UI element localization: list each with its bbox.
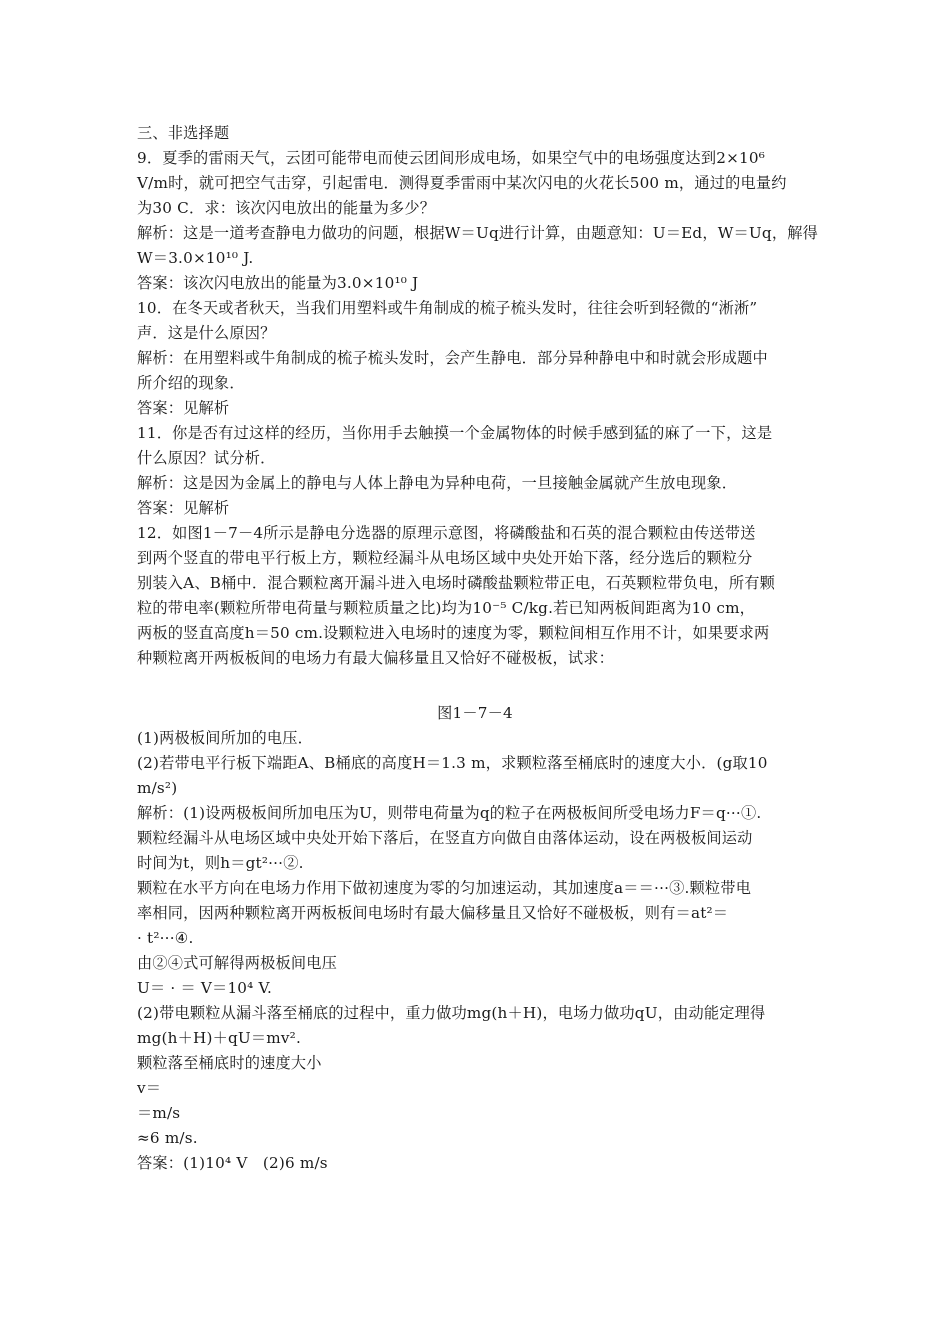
text-line: 颗粒在水平方向在电场力作用下做初速度为零的匀加速运动，其加速度a＝＝···③.颗粒带电 [137,879,752,897]
text-line: 粒的带电率(颗粒所带电荷量与颗粒质量之比)均为10⁻⁵ C/kg.若已知两板间距离为10 cm， [137,599,756,617]
text-line: 颗粒落至桶底时的速度大小 [137,1054,322,1072]
text-line: 12．如图1－7－4所示是静电分选器的原理示意图，将磷酸盐和石英的混合颗粒由传送带送 [137,524,756,542]
text-line: 到两个竖直的带电平行板上方，颗粒经漏斗从电场区域中央处开始下落，经分选后的颗粒分 [137,549,753,567]
text-line: 所介绍的现象． [137,374,245,392]
text-line: 为30 C．求：该次闪电放出的能量为多少？ [137,199,436,217]
text-line: 解析：这是一道考查静电力做功的问题，根据W＝Uq进行计算，由题意知：U＝Ed，W＝Uq，解得 [137,224,819,242]
text-line: (1)两极板间所加的电压． [137,729,313,747]
text-line: 由②④式可解得两极板间电压 [137,954,338,972]
text-line: 别装入A、B桶中．混合颗粒离开漏斗进入电场时磷酸盐颗粒带正电，石英颗粒带负电，所有颗 [137,574,776,592]
text-line: 解析：这是因为金属上的静电与人体上静电为异种电荷，一旦接触金属就产生放电现象． [137,474,738,492]
text-line: ≈6 m/s. [137,1129,198,1147]
text-line: 9．夏季的雷雨天气，云团可能带电而使云团间形成电场，如果空气中的电场强度达到2×10⁶ [137,149,766,167]
text-line: (2)带电颗粒从漏斗落至桶底的过程中，重力做功mg(h＋H)，电场力做功qU，由动能定理得 [137,1004,766,1022]
text-line: 答案：该次闪电放出的能量为3.0×10¹⁰ J [137,274,419,292]
text-line: 率相同，因两种颗粒离开两板板间电场时有最大偏移量且又恰好不碰极板，则有＝at²＝ [137,904,729,922]
text-line: 两板的竖直高度h＝50 cm.设颗粒进入电场时的速度为零，颗粒间相互作用不计，如果要求两 [137,624,770,642]
figure-caption: 图1－7－4 [437,704,513,722]
text-line: mg(h＋H)＋qU＝mv². [137,1029,301,1047]
text-line: 10．在冬天或者秋天，当我们用塑料或牛角制成的梳子梳头发时，往往会听到轻微的“淅淅” [137,299,758,317]
text-line: 颗粒经漏斗从电场区域中央处开始下落后，在竖直方向做自由落体运动，设在两极板间运动 [137,829,753,847]
text-line: W＝3.0×10¹⁰ J. [137,249,254,267]
text-line: 答案：见解析 [137,399,230,417]
text-line: 答案：(1)10⁴ V (2)6 m/s [137,1154,328,1172]
text-line: 种颗粒离开两板板间的电场力有最大偏移量且又恰好不碰极板，试求： [137,649,615,667]
text-line: 什么原因？试分析． [137,449,276,467]
text-line: v＝ [137,1079,162,1097]
text-line: V/m时，就可把空气击穿，引起雷电．测得夏季雷雨中某次闪电的火花长500 m，通过的电量约 [137,174,787,192]
text-line: m/s²) [137,779,178,797]
text-line: ＝m/s [137,1104,181,1122]
text-line: 答案：见解析 [137,499,230,517]
text-line: 时间为t，则h＝gt²···②. [137,854,304,872]
text-line: 三、非选择题 [137,124,230,142]
text-line: 11．你是否有过这样的经历，当你用手去触摸一个金属物体的时候手感到猛的麻了一下，这是 [137,424,773,442]
text-line: 解析：在用塑料或牛角制成的梳子梳头发时，会产生静电．部分异种静电中和时就会形成题中 [137,349,768,367]
text-line: (2)若带电平行板下端距A、B桶底的高度H＝1.3 m，求颗粒落至桶底时的速度大小．(g取10 [137,754,768,772]
text-line: 解析：(1)设两极板间所加电压为U，则带电荷量为q的粒子在两极板间所受电场力F＝q···①. [137,804,762,822]
text-line: 声．这是什么原因？ [137,324,276,342]
text-line: U＝ · ＝ V＝10⁴ V. [137,979,273,997]
text-line: · t²···④. [137,929,194,947]
